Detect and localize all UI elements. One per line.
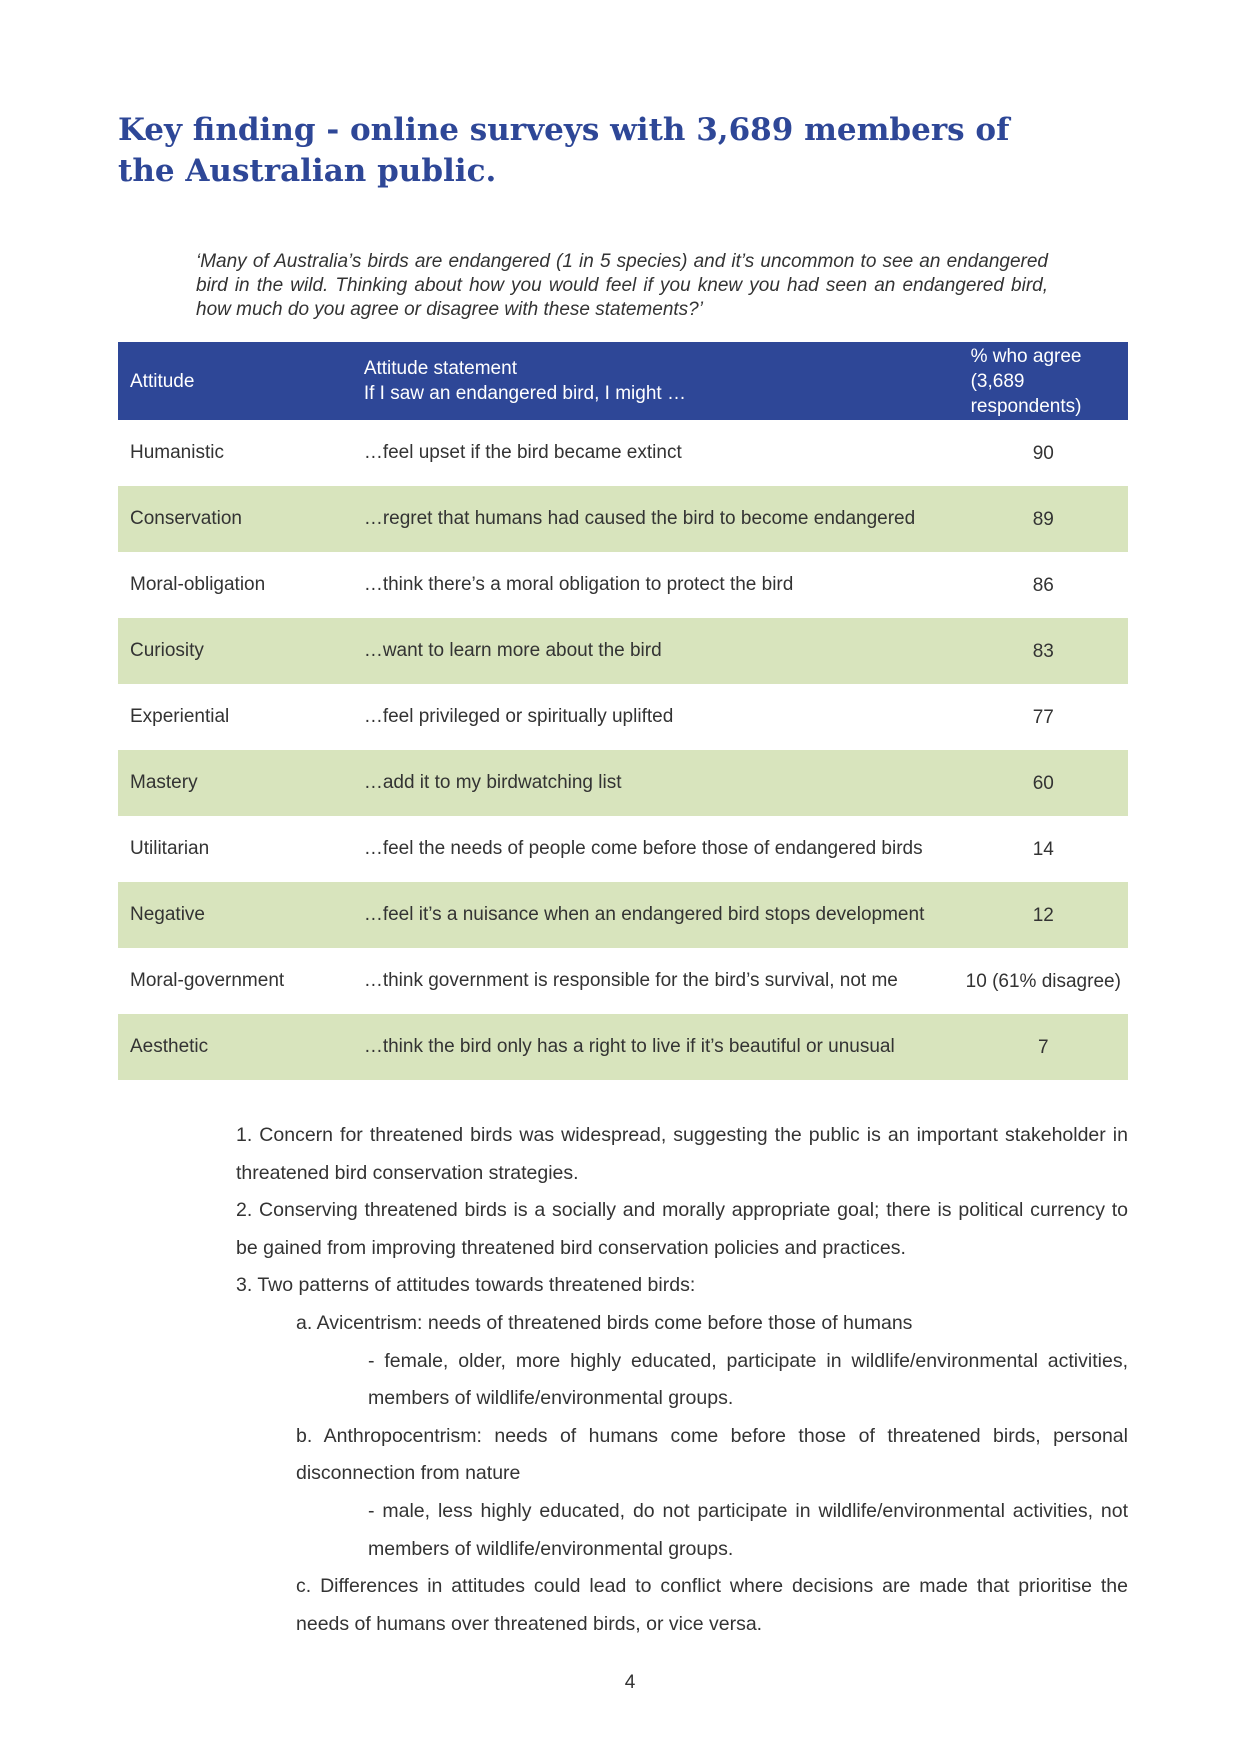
header-statement-line2: If I saw an endangered bird, I might … xyxy=(363,383,686,404)
page-title: Key finding - online surveys with 3,689 members of the Australian public. xyxy=(118,112,1010,189)
row-attitude: Conservation xyxy=(118,486,352,552)
row-attitude: Mastery xyxy=(118,750,352,816)
table-row xyxy=(118,750,1128,816)
table-row xyxy=(118,420,1128,486)
row-attitude: Negative xyxy=(118,882,352,948)
table-row xyxy=(118,618,1128,684)
row-statement: …feel the needs of people come before those of endangered birds xyxy=(363,838,923,859)
row-statement: …regret that humans had caused the bird to become endangered xyxy=(352,486,959,552)
row-statement: …feel it’s a nuisance when an endangered bird stops development xyxy=(352,882,959,948)
row-agree: 14 xyxy=(1032,838,1054,860)
row-agree: 77 xyxy=(1032,706,1054,728)
table-row xyxy=(118,948,1128,1014)
row-statement: …add it to my birdwatching list xyxy=(352,750,959,816)
header-percent-agree: % who agree (3,689 respondents) xyxy=(959,342,1128,420)
row-statement: …think the bird only has a right to live if it’s beautiful or unusual xyxy=(352,1014,959,1080)
table-header-row xyxy=(118,342,1128,420)
row-attitude: Moral-government xyxy=(130,970,285,991)
table-row xyxy=(118,882,1128,948)
row-agree: 83 xyxy=(959,618,1128,684)
row-agree: 10 (61% disagree) xyxy=(965,970,1121,992)
finding-3a-detail: - female, older, more highly educated, participate in wildlife/environmental activities, members of wildlife/environmental groups. xyxy=(368,1349,1128,1410)
table-row xyxy=(118,552,1128,618)
row-agree: 89 xyxy=(959,486,1128,552)
row-statement: …think there’s a moral obligation to protect the bird xyxy=(363,574,794,595)
table-row xyxy=(118,486,1128,552)
finding-3c: c. Differences in attitudes could lead to conflict where decisions are made that prioritise the needs of humans over threatened birds, or vice versa. xyxy=(296,1575,1128,1635)
row-agree: 60 xyxy=(959,750,1128,816)
finding-3b: b. Anthropocentrism: needs of humans come before those of threatened birds, personal disconnection from nature xyxy=(296,1424,1128,1485)
header-statement xyxy=(352,342,959,420)
table-row xyxy=(118,684,1128,750)
row-statement: …feel privileged or spiritually uplifted xyxy=(363,706,674,727)
row-attitude: Experiential xyxy=(130,706,230,727)
row-attitude: Utilitarian xyxy=(130,838,210,859)
survey-question: ‘Many of Australia’s birds are endangered (1 in 5 species) and it’s uncommon to see an endangered bird in the wild. Thinking about how you would feel if you knew you had seen an endangered bird, how much do you agree or disagree with these statements?’ xyxy=(196,251,1048,320)
row-statement: …want to learn more about the bird xyxy=(352,618,959,684)
header-attitude: Attitude xyxy=(118,342,352,420)
row-agree: 86 xyxy=(1032,574,1054,596)
row-agree: 90 xyxy=(1032,442,1054,464)
finding-3a: a. Avicentrism: needs of threatened birds come before those of humans xyxy=(296,1311,913,1334)
row-attitude: Humanistic xyxy=(130,442,224,463)
row-agree: 12 xyxy=(959,882,1128,948)
key-findings-list xyxy=(236,1117,1128,1643)
finding-2: 2. Conserving threatened birds is a socially and morally appropriate goal; there is political currency to be gained from improving threatened bird conservation policies and practices. xyxy=(236,1199,1128,1259)
row-agree: 7 xyxy=(959,1014,1128,1080)
row-statement: …think government is responsible for the bird’s survival, not me xyxy=(363,970,898,991)
row-attitude: Aesthetic xyxy=(118,1014,352,1080)
finding-3: 3. Two patterns of attitudes towards threatened birds: xyxy=(236,1274,696,1297)
row-attitude: Moral-obligation xyxy=(130,574,266,595)
header-statement-line1: Attitude statement xyxy=(363,358,517,379)
page-number: 4 xyxy=(624,1672,636,1693)
table-row xyxy=(118,816,1128,882)
table-row xyxy=(118,1014,1128,1080)
row-attitude: Curiosity xyxy=(118,618,352,684)
attitudes-table xyxy=(118,342,1128,1080)
finding-1: 1. Concern for threatened birds was widespread, suggesting the public is an important stakeholder in threatened bird conservation strategies. xyxy=(236,1124,1128,1184)
row-statement: …feel upset if the bird became extinct xyxy=(363,442,682,463)
finding-3b-detail: - male, less highly educated, do not participate in wildlife/environmental activities, not members of wildlife/environmental groups. xyxy=(368,1499,1128,1560)
